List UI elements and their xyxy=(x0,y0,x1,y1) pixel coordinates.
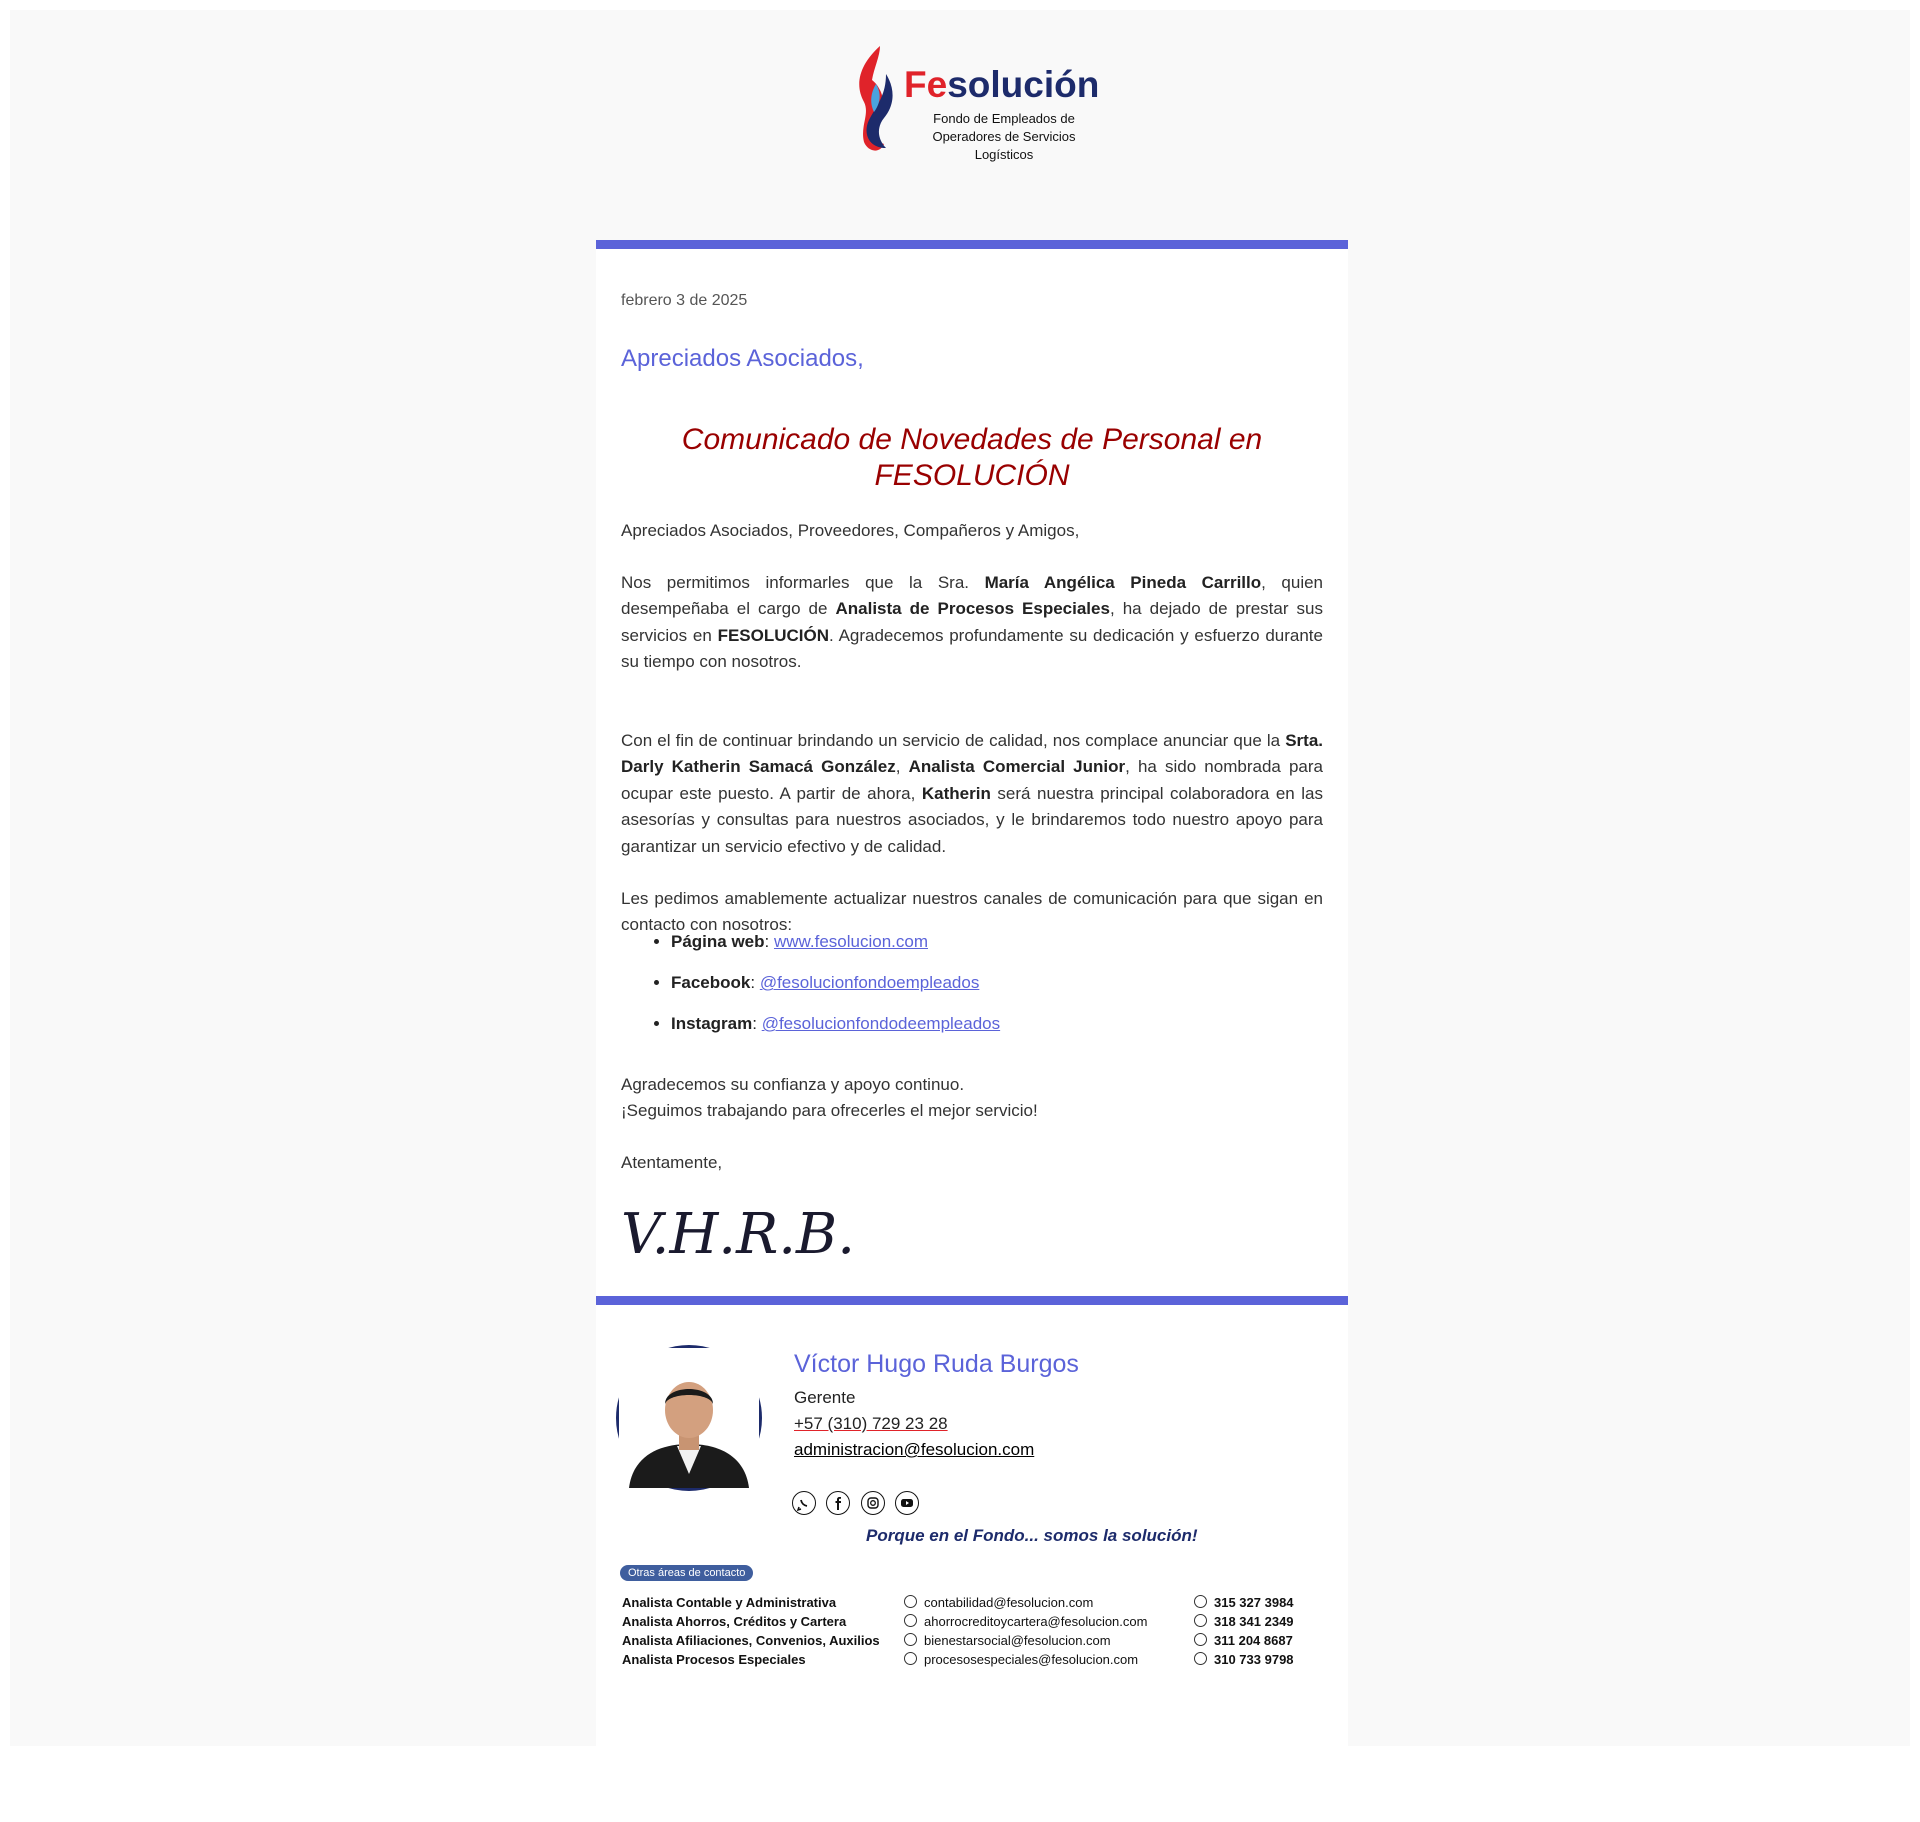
phone-icon xyxy=(1194,1633,1207,1646)
handwritten-signature xyxy=(621,1175,856,1267)
table-row: Analista Afiliaciones, Convenios, Auxilios bienestarsocial@fesolucion.com 311 204 8687 xyxy=(622,1633,1293,1648)
letter-date: febrero 3 de 2025 xyxy=(621,292,748,309)
bottom-accent-bar xyxy=(596,1296,1348,1305)
announcement-title: Comunicado de Novedades de Personal en FESOLUCIÓN xyxy=(681,423,1263,492)
facebook-link[interactable]: @fesolucionfondoempleados xyxy=(759,973,980,992)
channel-list xyxy=(621,930,1000,1053)
phone-icon xyxy=(1194,1652,1207,1665)
signer-role: Gerente xyxy=(794,1388,856,1407)
signoff: Atentamente, xyxy=(621,1153,723,1172)
signer-email-link[interactable]: administracion@fesolucion.com xyxy=(794,1440,1035,1459)
email-icon xyxy=(904,1595,917,1608)
email-icon xyxy=(904,1614,917,1627)
slogan: Porque en el Fondo... somos la solución! xyxy=(866,1526,1198,1545)
phone-icon xyxy=(1194,1614,1207,1627)
avatar xyxy=(616,1345,762,1491)
email-icon xyxy=(904,1652,917,1665)
table-row: Analista Procesos Especiales procesosespeciales@fesolucion.com 310 733 9798 xyxy=(622,1652,1294,1667)
table-row: Analista Ahorros, Créditos y Cartera ahorrocreditoycartera@fesolucion.com 318 341 2349 xyxy=(622,1614,1294,1629)
brand-subtitle: Fondo de Empleados de Operadores de Servicios Logísticos xyxy=(932,111,1076,162)
youtube-icon[interactable] xyxy=(895,1491,919,1515)
facebook-icon[interactable] xyxy=(826,1491,850,1515)
whatsapp-icon[interactable] xyxy=(792,1491,816,1515)
list-item: • Instagram: @fesolucionfondodeempleados xyxy=(671,1012,1000,1036)
instagram-icon[interactable] xyxy=(861,1491,885,1515)
closing: Agradecemos su confianza y apoyo continuo. ¡Seguimos trabajando para ofrecerles el mejor servicio! xyxy=(621,1075,1038,1121)
paragraph-appointment: Con el fin de continuar brindando un servicio de calidad, nos complace anunciar que la Srta. Darly Katherin Samacá González, Analista Comercial Junior, ha sido nombrada para ocupar este puesto. A partir de ahora, Katherin será nuestra principal colaboradora en las asesorías y consultas para nuestros asociados, y le brindaremos todo nuestro apoyo para garantizar un servicio efectivo y de calidad. xyxy=(621,731,1323,856)
table-row: Analista Contable y Administrativa contabilidad@fesolucion.com 315 327 3984 xyxy=(622,1595,1294,1610)
list-item: • Página web: www.fesolucion.com xyxy=(671,930,1000,954)
paragraph-channels: Les pedimos amablemente actualizar nuestros canales de comunicación para que sigan en contacto con nosotros: xyxy=(621,889,1323,935)
email-background xyxy=(10,10,1910,1746)
letter-card xyxy=(596,240,1348,1756)
email-icon xyxy=(904,1633,917,1646)
signer-name: Víctor Hugo Ruda Burgos xyxy=(794,1350,1079,1378)
website-link[interactable]: www.fesolucion.com xyxy=(773,932,928,951)
phone-icon xyxy=(1194,1595,1207,1608)
instagram-link[interactable]: @fesolucionfondodeempleados xyxy=(761,1014,1001,1033)
list-item: • Facebook: @fesolucionfondoempleados xyxy=(671,971,1000,995)
social-icons xyxy=(792,1491,925,1517)
flame-logo-icon xyxy=(850,44,900,156)
signer-phone-link[interactable]: +57 (310) 729 23 28 xyxy=(794,1414,948,1433)
paragraph-departure: Nos permitimos informarles que la Sra. María Angélica Pineda Carrillo, quien desempeñaba el cargo de Analista de Procesos Especiales, ha dejado de prestar sus servicios en FESOLUCIÓN. Agradecemos profundamente su dedicación y esfuerzo durante su tiempo con nosotros. xyxy=(621,573,1324,672)
fesolucion-logo xyxy=(846,36,1106,161)
greeting: Apreciados Asociados, xyxy=(621,345,864,372)
other-contacts-badge: Otras áreas de contacto xyxy=(620,1565,753,1581)
contact-areas-table xyxy=(622,1593,1294,1669)
top-accent-bar xyxy=(596,240,1348,249)
salutation: Apreciados Asociados, Proveedores, Compañeros y Amigos, xyxy=(621,521,1080,540)
brand-name: Fesolución xyxy=(904,64,1100,105)
svg-text:V.H.R.B.: V.H.R.B. xyxy=(621,1202,856,1267)
